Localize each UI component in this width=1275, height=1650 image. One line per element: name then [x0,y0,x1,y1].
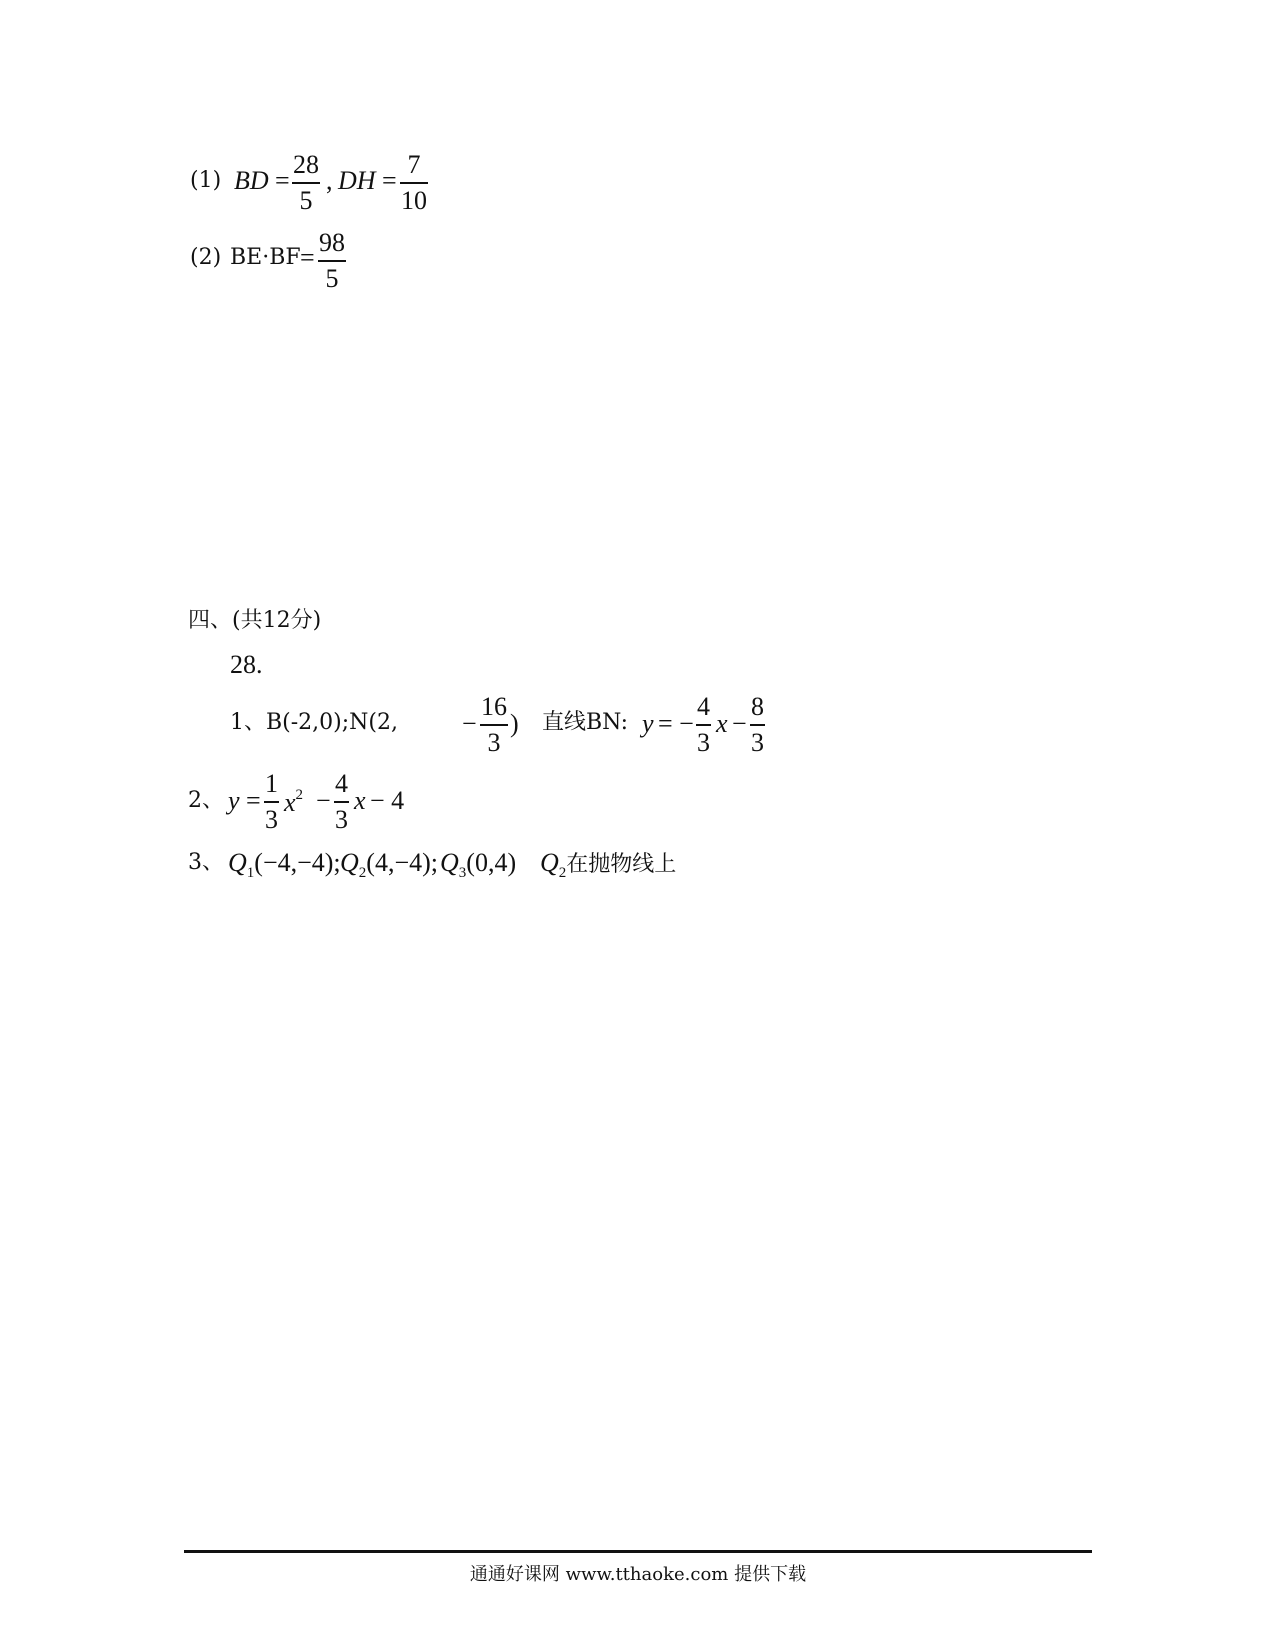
equals-minus: = − [658,709,694,738]
fraction-bar [400,182,428,184]
be-bf-denominator: 5 [325,264,339,293]
constant-term: − 4 [370,786,405,815]
dh-fraction [400,152,428,214]
fraction-bar [480,724,508,726]
intercept-fraction [750,694,765,756]
conclusion-text: 在抛物线上 [566,852,677,877]
q-subscript: 2 [558,865,567,881]
footer-rule [184,1550,1092,1553]
q-symbol: Q [340,848,359,877]
intercept-denominator: 3 [751,728,764,757]
equals-sign: = [382,166,397,195]
slope-fraction [696,694,711,756]
n-y-denominator: 3 [487,728,501,757]
b-numerator: 4 [335,769,348,798]
x-variable: x [716,709,728,738]
b-denominator: 3 [335,805,348,834]
x-variable: x [354,786,366,815]
line-bn-label: 直线BN: [542,710,629,735]
minus-sign: − [462,709,477,738]
section-heading: 四、(共12分) [188,608,322,633]
q-subscript: 3 [458,865,467,881]
fraction-bar [292,182,320,184]
be-bf-numerator: 98 [319,228,345,257]
fraction-bar [264,801,279,803]
n-y-fraction [480,694,508,756]
dh-symbol: DH [338,166,376,195]
fraction-bar [334,801,349,803]
y-variable: y [642,709,654,738]
q2-point [340,850,438,881]
problem-number: 28. [230,650,263,679]
fraction-bar [696,724,711,726]
slope-numerator: 4 [697,692,710,721]
fraction-bar [318,260,346,262]
equals-sign: = [300,243,315,272]
q-symbol: Q [228,848,247,877]
minus-sign: − [316,786,331,815]
close-paren: ) [510,709,519,738]
part2-label: (2) [190,245,222,270]
q2-coordinates: (4,−4); [366,848,438,877]
be-bf-fraction [318,230,346,292]
dh-denominator: 10 [401,186,427,215]
bd-fraction [292,152,320,214]
a-fraction [264,771,279,833]
equals-sign: = [275,166,290,195]
q-subscript: 2 [358,865,367,881]
x-variable: x [284,788,296,817]
a-denominator: 3 [265,805,278,834]
answer-2-label: 2、 [188,788,224,813]
intercept-numerator: 8 [751,692,764,721]
q-symbol: Q [440,848,459,877]
comma: , [326,166,333,195]
q1-point [228,850,341,881]
q-subscript: 1 [246,865,255,881]
bd-denominator: 5 [299,186,313,215]
a-numerator: 1 [265,769,278,798]
x-squared [284,788,303,816]
q3-coordinates: (0,4) [466,848,517,877]
exponent: 2 [295,787,304,803]
q3-point [440,850,516,881]
q-symbol: Q [540,848,559,877]
b-fraction [334,771,349,833]
conclusion [540,850,676,881]
equals-sign: = [246,786,261,815]
bd-symbol: BD [234,166,269,195]
fraction-bar [750,724,765,726]
n-y-numerator: 16 [481,692,507,721]
footer-text: 通通好课网 www.tthaoke.com 提供下载 [469,1564,807,1585]
y-variable: y [228,786,240,815]
q1-coordinates: (−4,−4); [254,848,341,877]
be-bf-product: BE·BF [230,245,301,270]
part1-label: (1) [190,168,222,193]
minus-sign: − [732,709,747,738]
dh-numerator: 7 [407,150,421,179]
slope-denominator: 3 [697,728,710,757]
answer-3-label: 3、 [188,850,224,875]
answer-1-points: 1、B(-2,0);N(2, [230,710,398,735]
bd-numerator: 28 [293,150,319,179]
